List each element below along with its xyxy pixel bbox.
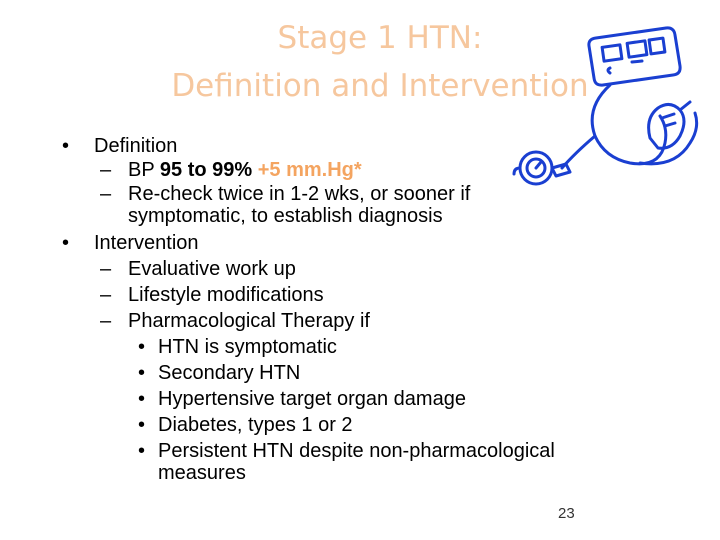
slide-title-line-1: Stage 1 HTN: [277, 20, 483, 56]
dash-bullet: – [100, 159, 112, 181]
sub-bullet: • [138, 336, 146, 358]
bp-range: 95 to 99% [159, 159, 253, 181]
bp-plus: +5 mm.Hg* [257, 159, 362, 181]
therapy-condition: Persistent HTN despite non-pharmacological [158, 440, 555, 462]
bp-prefix: BP [128, 159, 155, 181]
bp-line [128, 157, 362, 183]
sub-bullet: • [138, 414, 146, 436]
recheck-line-1: Re-check twice in 1-2 wks, or sooner if [128, 183, 471, 205]
dash-bullet: – [100, 284, 112, 306]
therapy-condition-continuation: measures [158, 462, 246, 484]
dash-bullet: – [100, 310, 112, 332]
intervention-item: Lifestyle modifications [128, 284, 324, 306]
sub-bullet: • [138, 388, 146, 410]
page-number: 23 [558, 505, 575, 522]
sub-bullet: • [138, 362, 146, 384]
intervention-item: Pharmacological Therapy if [128, 310, 370, 332]
bullet: • [62, 232, 70, 254]
therapy-condition: Hypertensive target organ damage [158, 388, 466, 410]
therapy-condition: HTN is symptomatic [158, 336, 337, 358]
dash-bullet: – [100, 258, 112, 280]
sub-bullet: • [138, 440, 146, 462]
dash-bullet: – [100, 183, 112, 205]
slide-title-line-2: Definition and Intervention [171, 68, 589, 104]
bullet: • [62, 135, 70, 157]
intervention-heading: Intervention [94, 232, 199, 254]
intervention-item: Evaluative work up [128, 258, 296, 280]
therapy-condition: Secondary HTN [158, 362, 301, 384]
therapy-condition: Diabetes, types 1 or 2 [158, 414, 353, 436]
recheck-line-2: symptomatic, to establish diagnosis [128, 205, 443, 227]
definition-heading: Definition [94, 135, 178, 157]
